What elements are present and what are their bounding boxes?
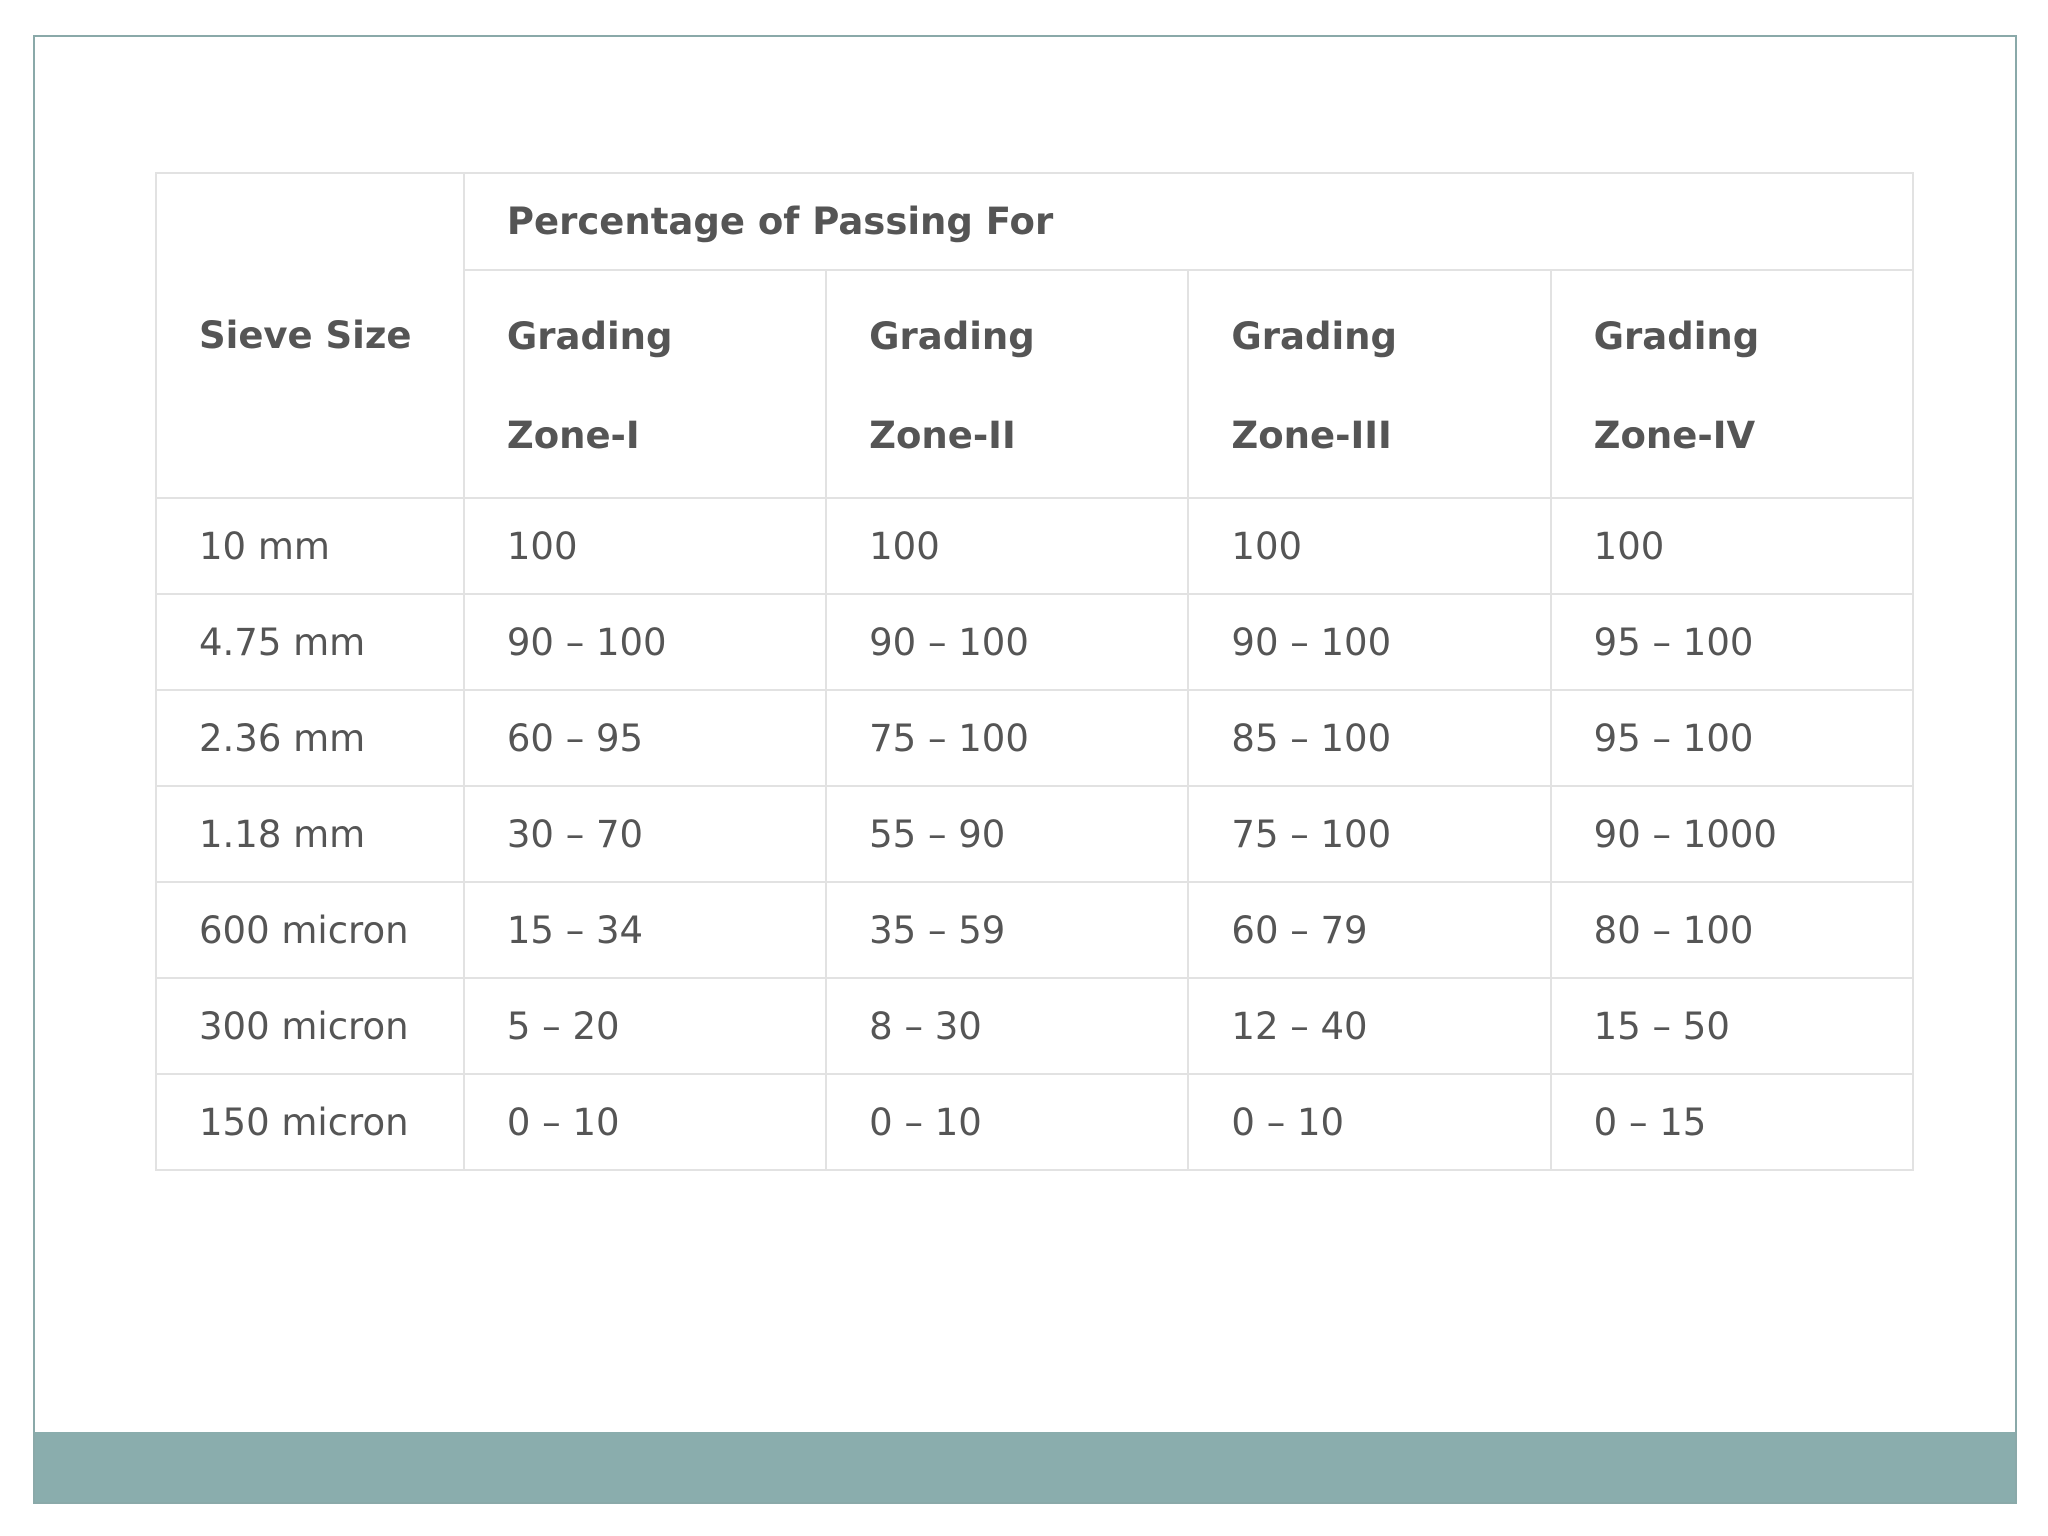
table-row	[156, 594, 1913, 690]
passing-value-cell: 0 – 15	[1551, 1074, 1913, 1170]
table-row	[156, 690, 1913, 786]
passing-value-cell: 100	[1188, 498, 1550, 594]
passing-value-cell: 12 – 40	[1188, 978, 1550, 1074]
passing-value-cell: 15 – 34	[464, 882, 826, 978]
passing-value-cell: 75 – 100	[1188, 786, 1550, 882]
passing-value-cell: 100	[464, 498, 826, 594]
table-header-row	[156, 173, 1913, 270]
zone-header-line1: Grading	[1231, 315, 1397, 358]
zone-header	[1551, 270, 1913, 498]
slide	[33, 35, 2017, 1504]
zone-header-line2: Zone-II	[869, 414, 1016, 457]
zone-header-line2: Zone-I	[506, 414, 640, 457]
zone-header	[826, 270, 1188, 498]
footer-bar	[35, 1432, 2015, 1502]
zone-header	[1188, 270, 1550, 498]
table-row	[156, 1074, 1913, 1170]
table-row	[156, 882, 1913, 978]
table-row	[156, 498, 1913, 594]
passing-value-cell: 0 – 10	[464, 1074, 826, 1170]
zone-header-line1: Grading	[1593, 315, 1760, 358]
sieve-size-header: Sieve Size	[156, 173, 464, 498]
passing-value-cell: 0 – 10	[826, 1074, 1188, 1170]
sieve-size-cell: 10 mm	[156, 498, 464, 594]
sieve-size-cell: 300 micron	[156, 978, 464, 1074]
passing-value-cell: 0 – 10	[1188, 1074, 1550, 1170]
sieve-size-cell: 2.36 mm	[156, 690, 464, 786]
passing-value-cell: 35 – 59	[826, 882, 1188, 978]
percentage-passing-header: Percentage of Passing For	[464, 173, 1913, 270]
sieve-grading-table	[155, 172, 1914, 1171]
passing-value-cell: 100	[826, 498, 1188, 594]
passing-value-cell: 85 – 100	[1188, 690, 1550, 786]
table-row	[156, 978, 1913, 1074]
passing-value-cell: 100	[1551, 498, 1913, 594]
passing-value-cell: 95 – 100	[1551, 690, 1913, 786]
sieve-size-cell: 1.18 mm	[156, 786, 464, 882]
passing-value-cell: 75 – 100	[826, 690, 1188, 786]
passing-value-cell: 8 – 30	[826, 978, 1188, 1074]
zone-header-line1: Grading	[869, 315, 1035, 358]
passing-value-cell: 60 – 79	[1188, 882, 1550, 978]
passing-value-cell: 95 – 100	[1551, 594, 1913, 690]
passing-value-cell: 90 – 100	[826, 594, 1188, 690]
zone-header	[464, 270, 826, 498]
passing-value-cell: 90 – 100	[464, 594, 826, 690]
sieve-size-cell: 4.75 mm	[156, 594, 464, 690]
sieve-size-cell: 150 micron	[156, 1074, 464, 1170]
zone-header-line2: Zone-IV	[1593, 414, 1756, 457]
passing-value-cell: 5 – 20	[464, 978, 826, 1074]
zone-header-line2: Zone-III	[1231, 414, 1392, 457]
passing-value-cell: 90 – 1000	[1551, 786, 1913, 882]
passing-value-cell: 55 – 90	[826, 786, 1188, 882]
sieve-size-cell: 600 micron	[156, 882, 464, 978]
passing-value-cell: 60 – 95	[464, 690, 826, 786]
zone-header-line1: Grading	[506, 315, 673, 358]
passing-value-cell: 15 – 50	[1551, 978, 1913, 1074]
table-row	[156, 786, 1913, 882]
passing-value-cell: 30 – 70	[464, 786, 826, 882]
passing-value-cell: 90 – 100	[1188, 594, 1550, 690]
passing-value-cell: 80 – 100	[1551, 882, 1913, 978]
